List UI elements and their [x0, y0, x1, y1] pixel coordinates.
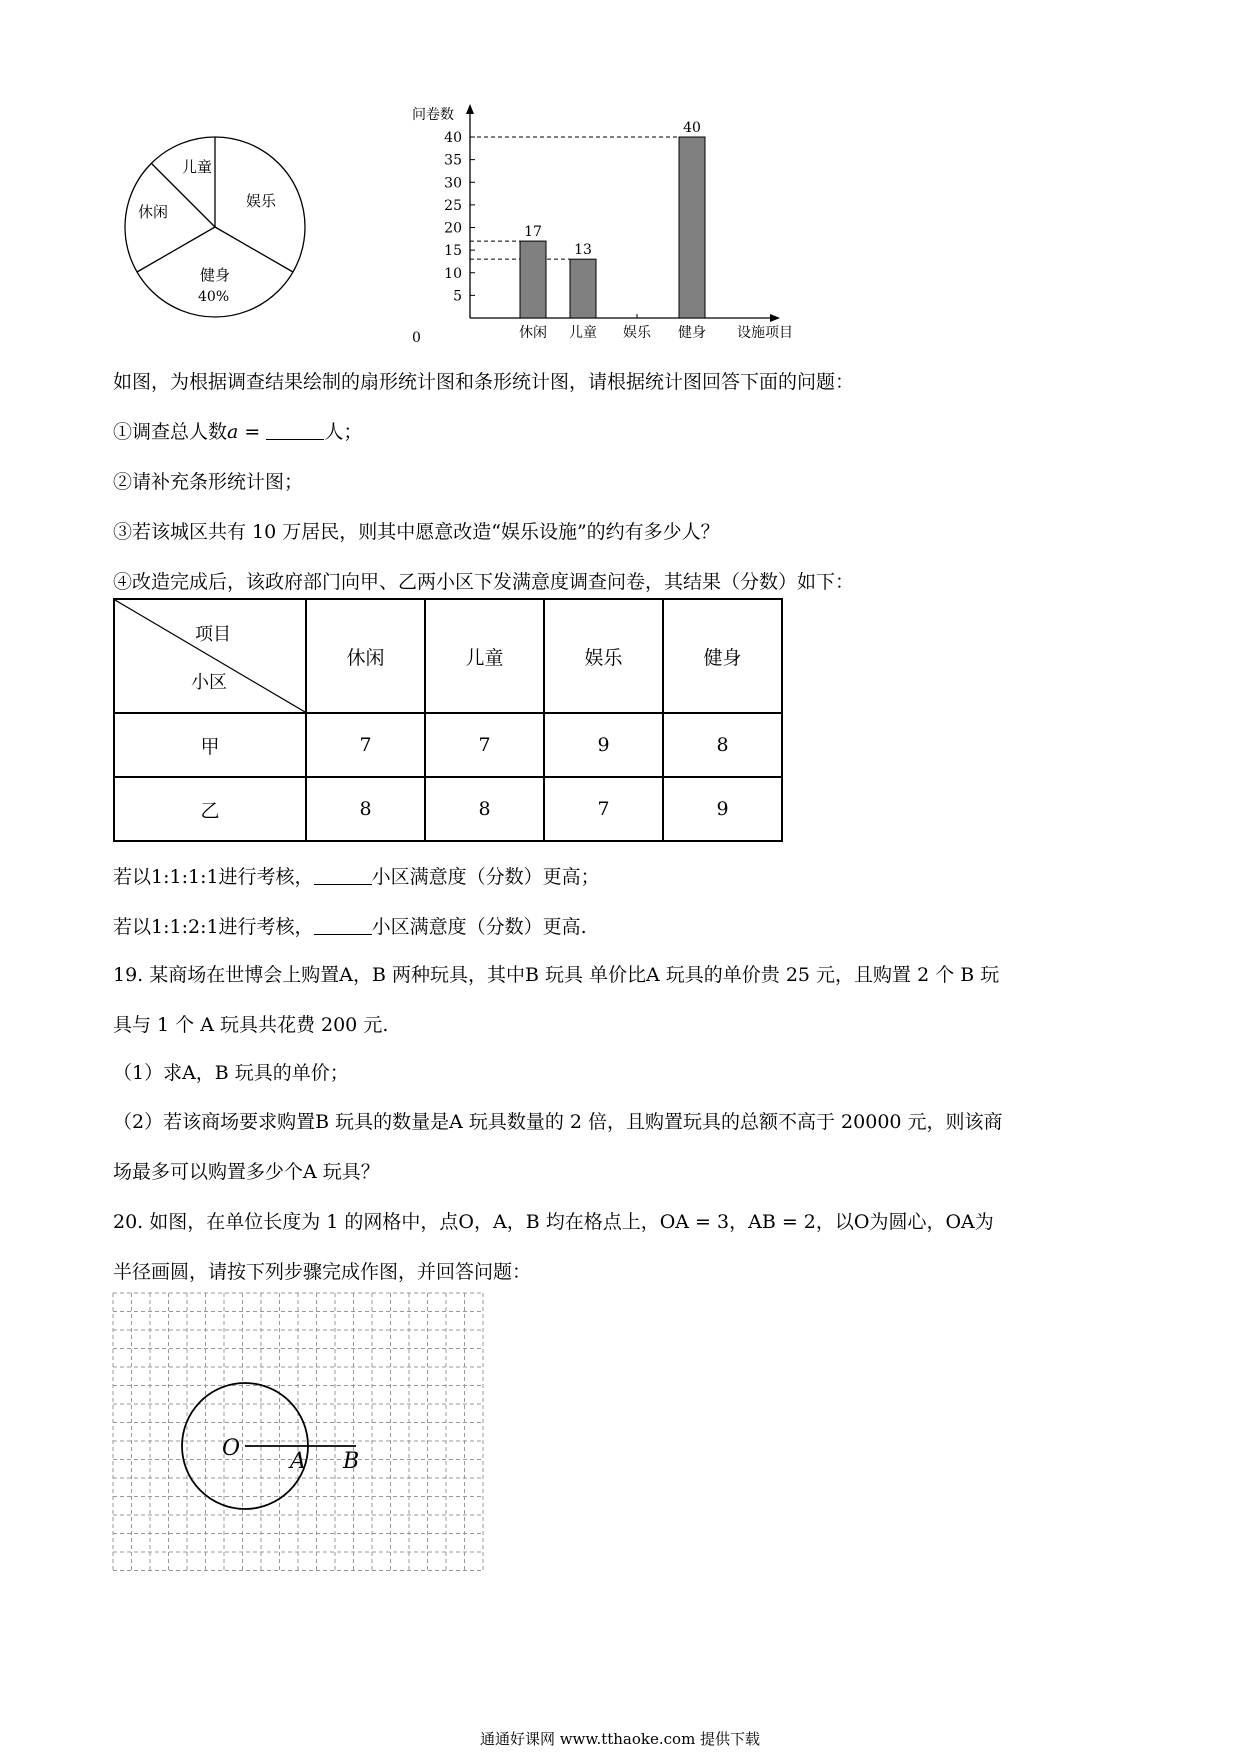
assessment-2: [113, 912, 587, 939]
x-axis-arrow: [770, 314, 780, 322]
bar-value-label: 17: [524, 224, 542, 241]
bar-group: [520, 120, 705, 318]
y-tick-group: [412, 130, 475, 346]
question-2: ②请补充条形统计图；: [113, 471, 304, 493]
satisfaction-table: [113, 598, 783, 842]
y-tick-label: 30: [444, 175, 462, 192]
problem-19-line-2: 具与 1 个 A 玩具共花费 200 元.: [113, 1014, 389, 1036]
y-tick-label: 10: [444, 265, 462, 282]
equals-sign: =: [238, 421, 267, 443]
problem-19-part-2-line-1: （2）若该商场要求购置B 玩具的数量是A 玩具数量的 2 倍，且购置玩具的总额不高于 20000 元，则该商: [113, 1111, 1003, 1133]
category-label: 健身: [678, 325, 706, 341]
pie-label-fitness-percent: 40%: [198, 289, 230, 305]
answer-blank-2[interactable]: [314, 866, 372, 885]
pie-label-entertainment: 娱乐: [246, 192, 277, 210]
y-tick-label: 0: [412, 330, 421, 346]
problem-20-line-2: 半径画圆，请按下列步骤完成作图，并回答问题：: [113, 1261, 532, 1283]
question-4: ④改造完成后，该政府部门向甲、乙两小区下发满意度调查问卷，其结果（分数）如下：: [113, 571, 855, 593]
bar: [679, 137, 705, 318]
category-label: 休闲: [519, 325, 547, 341]
y-tick-label: 40: [444, 130, 462, 146]
assessment-1-suffix: 小区满意度（分数）更高；: [371, 866, 600, 888]
header-community: 小区: [191, 672, 227, 693]
assessment-1-text: 若以1:1:1:1进行考核，: [113, 866, 314, 888]
header-diagonal-cell: [114, 599, 306, 713]
header-project: 项目: [195, 624, 231, 645]
table-row: [114, 713, 782, 777]
question-1-unit: 人；: [324, 421, 363, 443]
column-header: 娱乐: [544, 599, 663, 713]
point-b-label: B: [343, 1449, 360, 1474]
row-label: 乙: [114, 777, 306, 841]
table-cell: 9: [544, 713, 663, 777]
question-1: [113, 417, 362, 444]
problem-19-part-1: （1）求A，B 玩具的单价；: [113, 1062, 349, 1084]
problem-19-line-1: 19. 某商场在世博会上购置A，B 两种玩具，其中B 玩具 单价比A 玩具的单价贵 25 元，且购置 2 个 B 玩: [113, 964, 1000, 986]
table-cell: 9: [663, 777, 782, 841]
question-1-text: ①调查总人数: [113, 421, 228, 443]
y-tick-label: 35: [444, 152, 462, 169]
table-cell: 7: [306, 713, 425, 777]
y-axis-arrow: [466, 104, 474, 114]
pie-chart: [110, 122, 320, 332]
row-label: 甲: [114, 713, 306, 777]
category-label: 娱乐: [623, 325, 651, 341]
footer-credit: 通通好课网 www.tthaoke.com 提供下载: [479, 1730, 761, 1748]
grid-lines: [113, 1293, 483, 1571]
table-cell: 7: [544, 777, 663, 841]
problem-19-part-2-line-2: 场最多可以购置多少个A 玩具？: [113, 1161, 380, 1183]
category-label: 儿童: [569, 325, 597, 341]
table-row: [114, 777, 782, 841]
point-a-label: A: [290, 1449, 306, 1474]
column-header: 健身: [663, 599, 782, 713]
y-tick-label: 25: [444, 197, 462, 214]
answer-blank-3[interactable]: [314, 916, 372, 935]
pie-label-children: 儿童: [182, 158, 213, 176]
table-cell: 7: [425, 713, 544, 777]
problem-20-line-1: 20. 如图，在单位长度为 1 的网格中，点O，A，B 均在格点上，OA = 3，AB = 2，以O为圆心，OA为: [113, 1211, 994, 1233]
bar: [520, 241, 546, 318]
intro-text: 如图，为根据调查结果绘制的扇形统计图和条形统计图，请根据统计图回答下面的问题：: [113, 371, 855, 393]
pie-label-leisure: 休闲: [138, 203, 169, 221]
point-o-label: O: [222, 1436, 241, 1461]
bar-chart: [400, 100, 840, 350]
answer-blank-1[interactable]: [266, 421, 324, 440]
bar-value-label: 13: [574, 242, 592, 259]
question-3: ③若该城区共有 10 万居民，则其中愿意改造“娱乐设施”的约有多少人？: [113, 521, 720, 543]
assessment-2-text: 若以1:1:2:1进行考核，: [113, 916, 314, 938]
guide-line-group: [470, 137, 679, 259]
grid-figure: [112, 1292, 532, 1574]
column-header: 休闲: [306, 599, 425, 713]
column-header: 儿童: [425, 599, 544, 713]
table-cell: 8: [306, 777, 425, 841]
table-cell: 8: [425, 777, 544, 841]
table-header-row: [114, 599, 782, 713]
y-tick-label: 15: [444, 243, 462, 260]
y-tick-label: 5: [453, 288, 462, 305]
x-axis-label: 设施项目: [737, 325, 793, 341]
variable-a: a: [227, 421, 239, 443]
pie-label-fitness: 健身: [200, 266, 231, 284]
bar-value-label: 40: [683, 120, 701, 136]
assessment-1: [113, 862, 600, 889]
bar: [570, 259, 596, 318]
assessment-2-suffix: 小区满意度（分数）更高.: [371, 916, 587, 938]
table-cell: 8: [663, 713, 782, 777]
y-tick-label: 20: [444, 220, 462, 237]
y-axis-label: 问卷数: [412, 107, 454, 123]
